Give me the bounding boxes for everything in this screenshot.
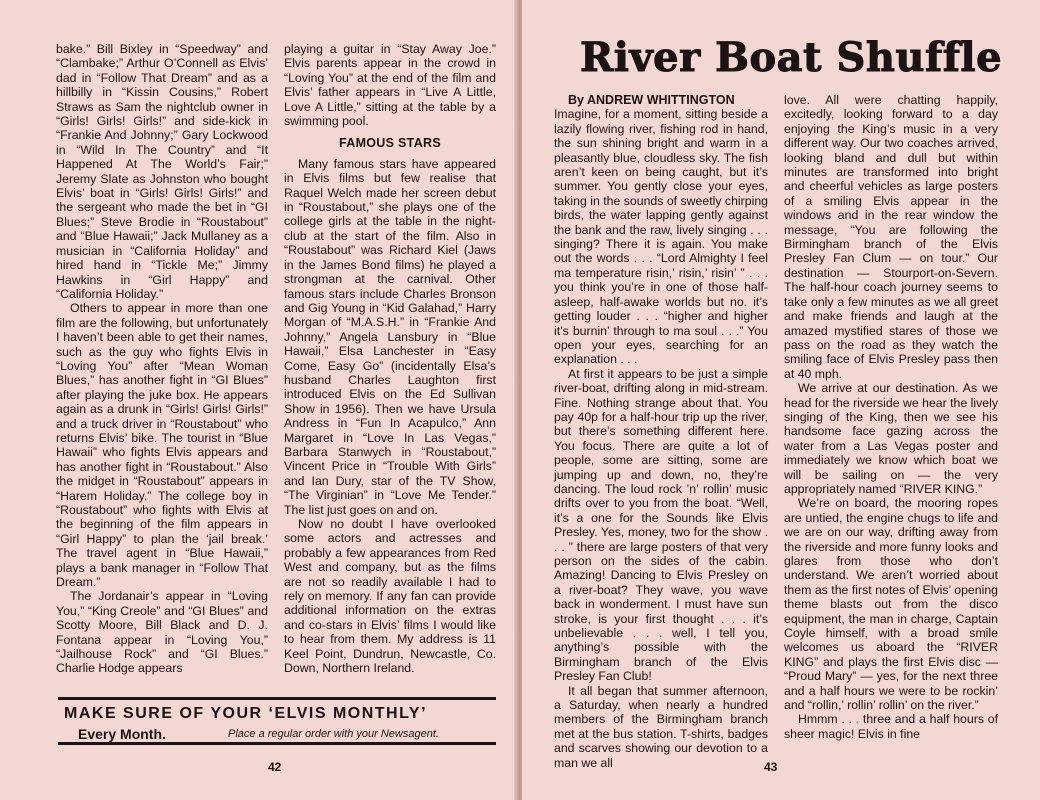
article-title: River Boat Shuffle [580, 34, 1003, 81]
subscription-advert [58, 697, 496, 745]
paragraph: Imagine, for a moment, sitting beside a lazily flowing river, fishing rod in hand, the sun shining bright and warm in a pleasantly blue, cloudless sky. The fish aren’t keen on being caught, but it’s summer. You gently close your eyes, taking in the sounds of sweetly chirping birds, the water lapping gently against the bank and the raw, lively singing . . . singing? There it is again. You make out the words . . . “Lord Almighty I feel ma temperature risin,’ risin,’ risin’ ” . . . you think you’re in one of those half-asleep, half-awake worlds but no. it’s getting louder . . . “higher and higher it’s burnin’ through to ma soul . . .” You open your eyes, searching for an explanation . . . [554, 107, 768, 367]
advert-headline: MAKE SURE OF YOUR ‘ELVIS MONTHLY’ [64, 705, 428, 722]
paragraph: bake.” Bill Bixley in “Speedway” and “Clambake;” Arthur O’Connell as Elvis’ dad in “Follow That Dream” and as a hillbilly in “Kissin Cousins,” Robert Straws as Sam the nightclub owner in “Girls! Girls! Girls!” and side-kick in “Frankie And Johnny;” Gary Lockwood in “Wild In The Country” and “It Happened At The World’s Fair;” Jeremy Slate as Johnston who bought Elvis’ boat in “Girls! Girls! Girls!” and the sergeant who made the bet in “GI Blues;” Steve Brodie in “Roustabout” and “Blue Hawaii;” Jack Mullaney as a musician in “California Holiday” and hired hand in “Tickle Me;” Jimmy Hawkins in “Girl Happy” and “California Holiday.” [56, 42, 268, 301]
left-column-2 [284, 42, 496, 675]
byline: By ANDREW WHITTINGTON [568, 93, 735, 107]
page-42 [0, 0, 518, 800]
paragraph: love. All were chatting happily, excitedly, looking forward to a day enjoying the King’s music in a very different way. Our two coaches arrived, looking bland and dull but within minutes are transformed into bright and cheerful vehicles as large posters of a smiling Elvis appear in the windows and in the rear window the message, “You are following the Birmingham branch of the Elvis Presley Fan Clum — on tour.” Our destination — Stourport-on-Severn. The half-hour coach journey seems to take only a few minutes as we all greet and make friends and laugh at the amazed mystified stares of those we pass on the road as they watch the smiling face of Elvis Presley pass then at 40 mph. [784, 93, 998, 381]
page-43 [522, 0, 1040, 800]
paragraph: Others to appear in more than one film are the following, but unfortunately I haven’t been able to get their names, such as the guy who fights Elvis in “Loving You” after “Mean Woman Blues,” has another fight in “GI Blues” after playing the juke box. He appears again as a drunk in “Girls! Girls! Girls!” and a truck driver in “Roustabout” who returns Elvis’ bike. The tourist in “Blue Hawaii” who fights Elvis appears and has another fight in “Roustabout.” Also the midget in “Roustabout” appears in “Harem Holiday.” The college boy in “Roustabout” who fights with Elvis at the beginning of the film appears in “Girl Happy” to plan the ‘jail break.’ The travel agent in “Blue Hawaii,” plays a bank manager in “Follow That Dream.” [56, 301, 268, 590]
right-column-2 [784, 93, 998, 741]
advert-tagline: Place a regular order with your Newsagent. [228, 728, 439, 740]
paragraph: Many famous stars have appeared in Elvis films but few realise that Raquel Welch made her screen debut in “Roustabout,” she plays one of the college girls at the table in the night-club at the start of the film. Also in “Roustabout” was Richard Kiel (Jaws in the James Bond films) he played a strongman at the carnival. Other famous stars include Charles Bronson and Gig Young in “Kid Galahad,” Harry Morgan of “M.A.S.H.” in “Frankie And Johnny,” Angela Lansbury in “Blue Hawaii,” Elsa Lanchester in “Easy Come, Easy Go” (incidentally Elsa’s husband Charles Laughton first introduced Elvis on the Ed Sullivan Show in 1956). Then we have Ursula Andress in “Fun In Acapulco,” Ann Margaret in “Love In Las Vegas,” Barbara Stanwych in “Roustabout,” Vincent Price in “Trouble With Girls” and Ian Dury, star of the TV Show, “The Virginian” in “Love Me Tender.” The list just goes on and on. [284, 156, 496, 517]
paragraph: We’re on board, the mooring ropes are untied, the engine chugs to life and we are on our way, drifting away from the riverside and more funny looks and glares from those who don’t understand. We aren’t worried about them as the first notes of Elvis’ opening theme blasts out from the disco equipment, the man in charge, Captain Coyle himself, with a broad smile welcomes us aboard the “RIVER KING” and plays the first Elvis disc — “Proud Mary” — yes, for the next three and a half hours we were to be rockin’ and “rollin,’ rollin’ rollin’ on the river.” [784, 496, 998, 713]
page-number: 42 [268, 760, 282, 774]
section-heading: FAMOUS STARS [339, 136, 441, 151]
page-number: 43 [764, 760, 778, 774]
paragraph: We arrive at our destination. As we head for the riverside we hear the lively singing of the King, then we see his handsome face gazing across the water from a Las Vegas poster and immediately we know which boat we will be sailing on — the very appropriately named “RIVER KING.” [784, 381, 998, 496]
paragraph: Hmmm . . . three and a half hours of sheer magic! Elvis in fine [784, 712, 998, 741]
left-column-1 [56, 42, 268, 676]
right-column-1 [554, 93, 768, 770]
paragraph: playing a guitar in “Stay Away Joe.” Elvis parents appear in the crowd in “Loving You” at the end of the film and Elvis’ father appears in “Live A Little, Love A Little,” sitting at the table by a swimming pool. [284, 42, 496, 129]
paragraph: It all began that summer afternoon, a Saturday, when nearly a hundred members of the Birmingham branch met at the bus station. T-shirts, badges and scarves showing our devotion to a man we all [554, 683, 768, 770]
paragraph: The Jordanair’s appear in “Loving You,” “King Creole” and “GI Blues” and Scotty Moore, Bill Black and D. J. Fontana appear in “Loving You,” “Jailhouse Rock” and “GI Blues.” Charlie Hodge appears [56, 589, 268, 676]
paragraph: Now no doubt I have overlooked some actors and actresses and probably a few appearances from Red West and company, but as the films are not so readily available I had to rely on memory. If any fan can provide additional information on the extras and co-stars in Elvis’ films I would like to hear from them. My address is 11 Keel Point, Dundrun, Newcastle, Co. Down, Northern Ireland. [284, 517, 496, 676]
advert-subline: Every Month. [78, 726, 166, 742]
paragraph: At first it appears to be just a simple river-boat, drifting along in mid-stream. Fine. Nothing strange about that. You pay 40p for a half-hour trip up the river, but there’s something different here. You focus. There are quite a lot of people, some are sitting, some are jumping up and down, no, they’re dancing. The loud rock ’n’ rollin’ music drifts over to you from the boat. “Well, it’s a one for the Sounds like Elvis Presley. Yes, money, two for the show . . . ” there are large posters of that very person on the sides of the cabin. Amazing! Dancing to Elvis Presley on a river-boat? They wave, you wave back in wonderment. I must have sun stroke, is your first thought . . . it’s unbelievable . . . well, I tell you, anything’s possible with the Birmingham branch of the Elvis Presley Fan Club! [554, 366, 768, 684]
